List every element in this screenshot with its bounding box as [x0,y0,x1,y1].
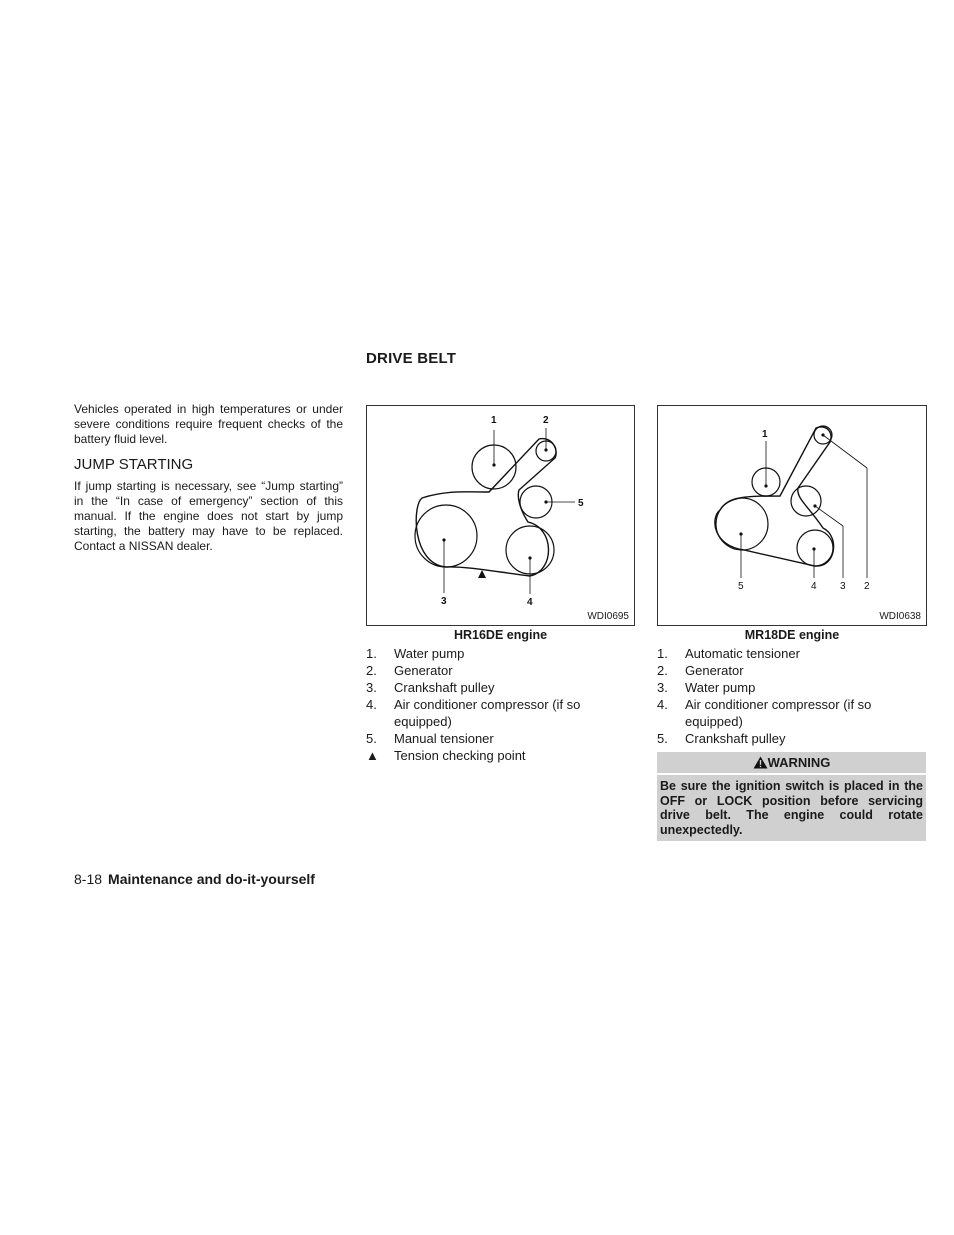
list-item: 2. Generator [366,663,453,678]
hr16-figure-code: WDI0695 [587,611,629,622]
hr16-label-3: 3 [441,596,447,607]
page-footer [74,871,315,887]
drive-belt-path [416,439,556,576]
list-item: 1. Automatic tensioner [657,646,800,661]
list-item: ▲ Tension checking point [366,748,526,763]
warning-title: WARNING [767,755,831,770]
chapter-title: Maintenance and do-it-yourself [108,871,315,887]
list-item: 5. Manual tensioner [366,731,494,746]
hr16de-belt-diagram [366,405,635,626]
mr18-label-5: 5 [738,581,744,592]
tension-checking-point-icon [478,570,486,578]
mr18-caption: MR18DE engine [744,628,840,642]
section-title: DRIVE BELT [366,350,457,367]
hr16-caption: HR16DE engine [453,628,548,642]
crankshaft-pulley [415,505,477,567]
left-column [74,402,343,554]
page-number: 8-18 [74,871,103,887]
hr16-label-5: 5 [578,498,584,509]
tension-triangle-icon: ▲ [366,748,379,763]
mr18de-belt-svg [658,406,926,625]
warning-triangle-icon [753,756,768,769]
hr16-label-4: 4 [527,597,533,608]
mr18-label-3: 3 [840,581,846,592]
list-item: 3. Crankshaft pulley [366,680,495,695]
hr16-legend-list [366,645,626,764]
mr18-label-1: 1 [762,429,768,440]
mr18-label-4: 4 [811,581,817,592]
mr18-legend-list [657,645,919,747]
list-item: 1. Water pump [366,646,465,661]
water-pump-pulley [791,486,821,516]
list-item: 5. Crankshaft pulley [657,731,786,746]
warning-text: Be sure the ignition switch is placed in the OFF or LOCK position before servicing drive belt. The engine could rotate unexpectedly. [657,775,926,841]
warning-header [657,752,926,773]
hr16-label-1: 1 [491,415,497,426]
list-item: 4. Air conditioner compressor (if so equipped) [366,697,581,729]
drive-belt-path [715,427,834,566]
list-item: 4. Air conditioner compressor (if so equipped) [657,697,872,729]
warning-box [657,752,926,841]
list-item: 3. Water pump [657,680,756,695]
list-item: 2. Generator [657,663,744,678]
hr16de-belt-svg [367,406,634,625]
jump-starting-text: If jump starting is necessary, see “Jump starting” in the “In case of emergency” section of this manual. If the engine does not start by jump starting, the battery may have to be replaced. Contact a NISSAN dealer. [74,479,343,553]
battery-intro-text: Vehicles operated in high temperatures or under severe conditions require frequent checks of the battery fluid level. [74,402,343,446]
mr18-figure-code: WDI0638 [879,611,921,622]
mr18de-belt-diagram [657,405,927,626]
mr18-label-2: 2 [864,581,870,592]
jump-starting-heading: JUMP STARTING [74,456,194,473]
hr16-label-2: 2 [543,415,549,426]
